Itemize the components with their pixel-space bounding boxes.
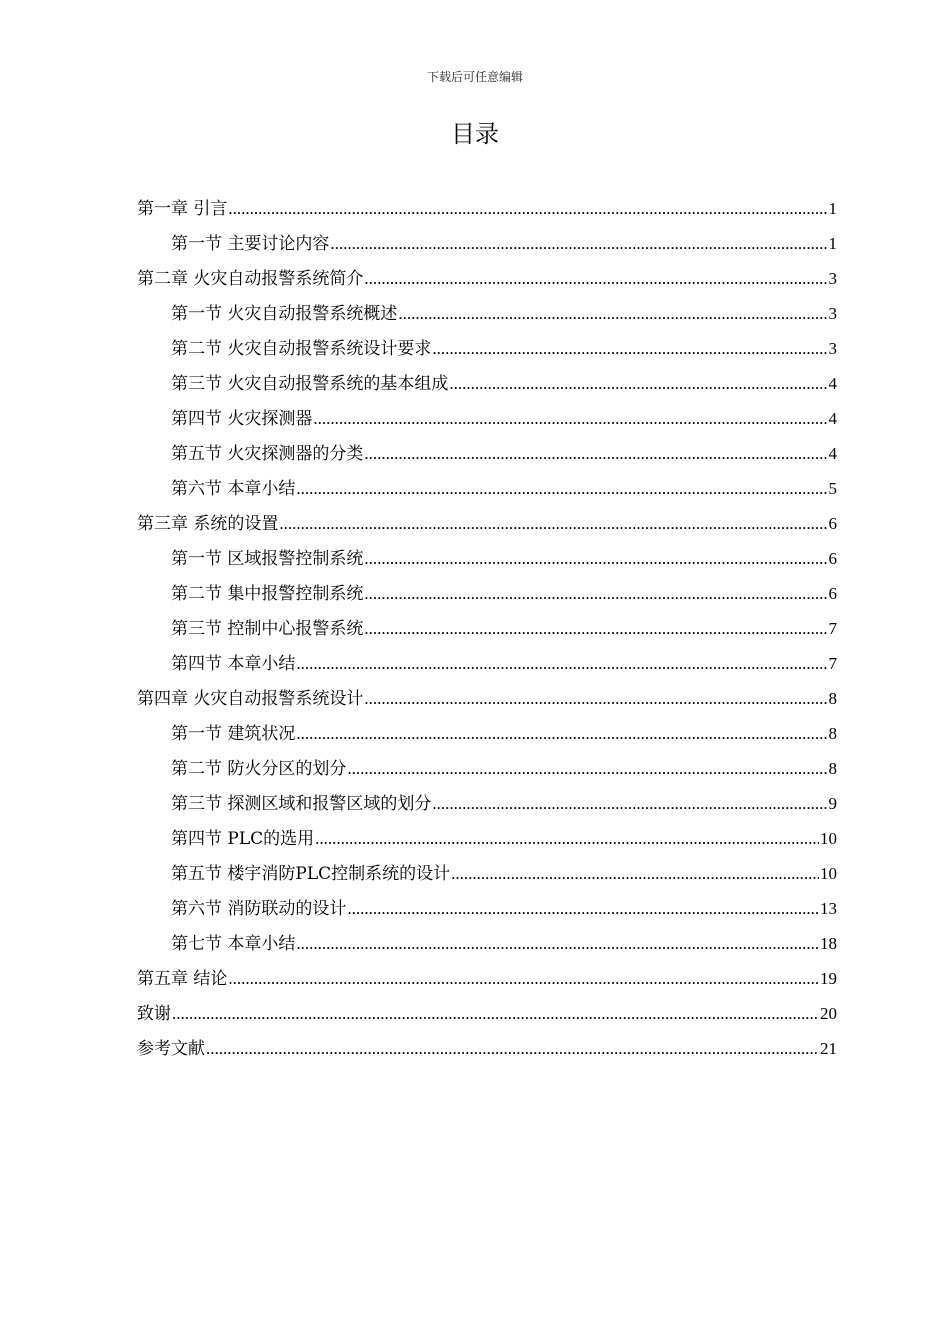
table-of-contents	[137, 191, 837, 1066]
toc-entry-page: 8	[828, 689, 837, 708]
toc-leader-dots	[449, 366, 827, 401]
toc-entry-label: 第一节 火灾自动报警系统概述	[171, 304, 398, 324]
toc-leader-dots	[364, 436, 827, 471]
toc-entry-page: 7	[828, 654, 837, 673]
toc-entry-label: 第三节 控制中心报警系统	[171, 619, 364, 639]
toc-entry[interactable]	[137, 891, 837, 926]
header-note: 下载后可任意编辑	[426, 70, 523, 84]
toc-entry[interactable]	[137, 576, 837, 611]
toc-entry-page: 18	[820, 934, 837, 953]
toc-entry-label: 第一节 区域报警控制系统	[171, 549, 364, 569]
toc-entry[interactable]	[137, 401, 837, 436]
toc-entry-label: 第一节 主要讨论内容	[171, 234, 330, 254]
toc-entry-page: 3	[828, 304, 837, 323]
toc-entry[interactable]	[137, 821, 837, 856]
toc-entry-label: 第六节 消防联动的设计	[171, 899, 347, 919]
toc-leader-dots	[364, 681, 827, 716]
toc-leader-dots	[364, 541, 827, 576]
toc-leader-dots	[451, 856, 819, 891]
toc-entry-label: 第一章 引言	[137, 199, 228, 219]
toc-entry[interactable]	[137, 856, 837, 891]
toc-entry-label: 第四章 火灾自动报警系统设计	[137, 689, 364, 709]
toc-entry-page: 1	[828, 199, 837, 218]
toc-entry-page: 10	[820, 864, 837, 883]
toc-entry-label: 第六节 本章小结	[171, 479, 296, 499]
toc-leader-dots	[432, 331, 827, 366]
toc-leader-dots	[313, 401, 827, 436]
toc-entry-page: 20	[820, 1004, 837, 1023]
toc-entry-label: 第一节 建筑状况	[171, 724, 296, 744]
toc-entry-page: 4	[828, 409, 837, 428]
toc-entry[interactable]	[137, 681, 837, 716]
toc-entry-page: 10	[820, 829, 837, 848]
toc-entry-page: 7	[828, 619, 837, 638]
toc-leader-dots	[364, 576, 827, 611]
toc-entry-label: 第五节 楼宇消防PLC控制系统的设计	[171, 864, 451, 884]
toc-entry-label: 第二节 火灾自动报警系统设计要求	[171, 339, 432, 359]
toc-entry-page: 4	[828, 374, 837, 393]
toc-entry-label: 参考文献	[137, 1039, 205, 1059]
toc-entry-page: 3	[828, 339, 837, 358]
toc-entry-label: 第七节 本章小结	[171, 934, 296, 954]
toc-entry-page: 8	[828, 759, 837, 778]
toc-entry-label: 第三节 火灾自动报警系统的基本组成	[171, 374, 449, 394]
toc-entry-page: 19	[820, 969, 837, 988]
toc-entry-page: 21	[820, 1039, 837, 1058]
toc-entry-label: 第五节 火灾探测器的分类	[171, 444, 364, 464]
toc-leader-dots	[432, 786, 827, 821]
toc-entry[interactable]	[137, 786, 837, 821]
toc-entry-label: 第三章 系统的设置	[137, 514, 279, 534]
toc-entry-page: 13	[820, 899, 837, 918]
toc-entry[interactable]	[137, 961, 837, 996]
toc-entry-label: 第四节 火灾探测器	[171, 409, 313, 429]
toc-entry-label: 第四节 本章小结	[171, 654, 296, 674]
toc-entry[interactable]	[137, 191, 837, 226]
toc-entry[interactable]	[137, 436, 837, 471]
toc-entry-label: 第三节 探测区域和报警区域的划分	[171, 794, 432, 814]
toc-entry[interactable]	[137, 646, 837, 681]
toc-leader-dots	[364, 611, 827, 646]
toc-entry[interactable]	[137, 611, 837, 646]
page-title: 目录	[451, 120, 499, 148]
toc-entry[interactable]	[137, 541, 837, 576]
toc-entry[interactable]	[137, 1031, 837, 1066]
toc-leader-dots	[330, 226, 827, 261]
toc-leader-dots	[364, 261, 827, 296]
toc-entry-page: 9	[828, 794, 837, 813]
toc-entry-page: 1	[828, 234, 837, 253]
toc-entry[interactable]	[137, 506, 837, 541]
toc-leader-dots	[296, 926, 819, 961]
toc-entry[interactable]	[137, 716, 837, 751]
toc-entry[interactable]	[137, 296, 837, 331]
toc-entry[interactable]	[137, 751, 837, 786]
toc-entry-page: 6	[828, 584, 837, 603]
toc-entry[interactable]	[137, 226, 837, 261]
toc-entry-page: 3	[828, 269, 837, 288]
toc-entry[interactable]	[137, 471, 837, 506]
toc-entry[interactable]	[137, 926, 837, 961]
toc-entry-page: 4	[828, 444, 837, 463]
toc-leader-dots	[228, 961, 819, 996]
toc-leader-dots	[228, 191, 827, 226]
toc-entry-label: 第二节 防火分区的划分	[171, 759, 347, 779]
toc-entry[interactable]	[137, 331, 837, 366]
toc-entry[interactable]	[137, 261, 837, 296]
toc-entry-page: 6	[828, 549, 837, 568]
toc-leader-dots	[296, 646, 827, 681]
toc-entry-label: 第四节 PLC的选用	[171, 829, 315, 849]
toc-leader-dots	[279, 506, 827, 541]
toc-entry-page: 6	[828, 514, 837, 533]
toc-leader-dots	[172, 996, 819, 1031]
toc-entry[interactable]	[137, 996, 837, 1031]
toc-leader-dots	[315, 821, 819, 856]
toc-leader-dots	[296, 716, 827, 751]
toc-entry-label: 第二节 集中报警控制系统	[171, 584, 364, 604]
toc-leader-dots	[206, 1031, 819, 1066]
toc-leader-dots	[347, 751, 827, 786]
toc-entry-page: 5	[828, 479, 837, 498]
toc-entry-label: 第五章 结论	[137, 969, 228, 989]
toc-leader-dots	[296, 471, 827, 506]
toc-entry-label: 第二章 火灾自动报警系统简介	[137, 269, 364, 289]
toc-entry-page: 8	[828, 724, 837, 743]
toc-leader-dots	[398, 296, 827, 331]
toc-entry-label: 致谢	[137, 1004, 171, 1024]
toc-leader-dots	[347, 891, 819, 926]
toc-entry[interactable]	[137, 366, 837, 401]
